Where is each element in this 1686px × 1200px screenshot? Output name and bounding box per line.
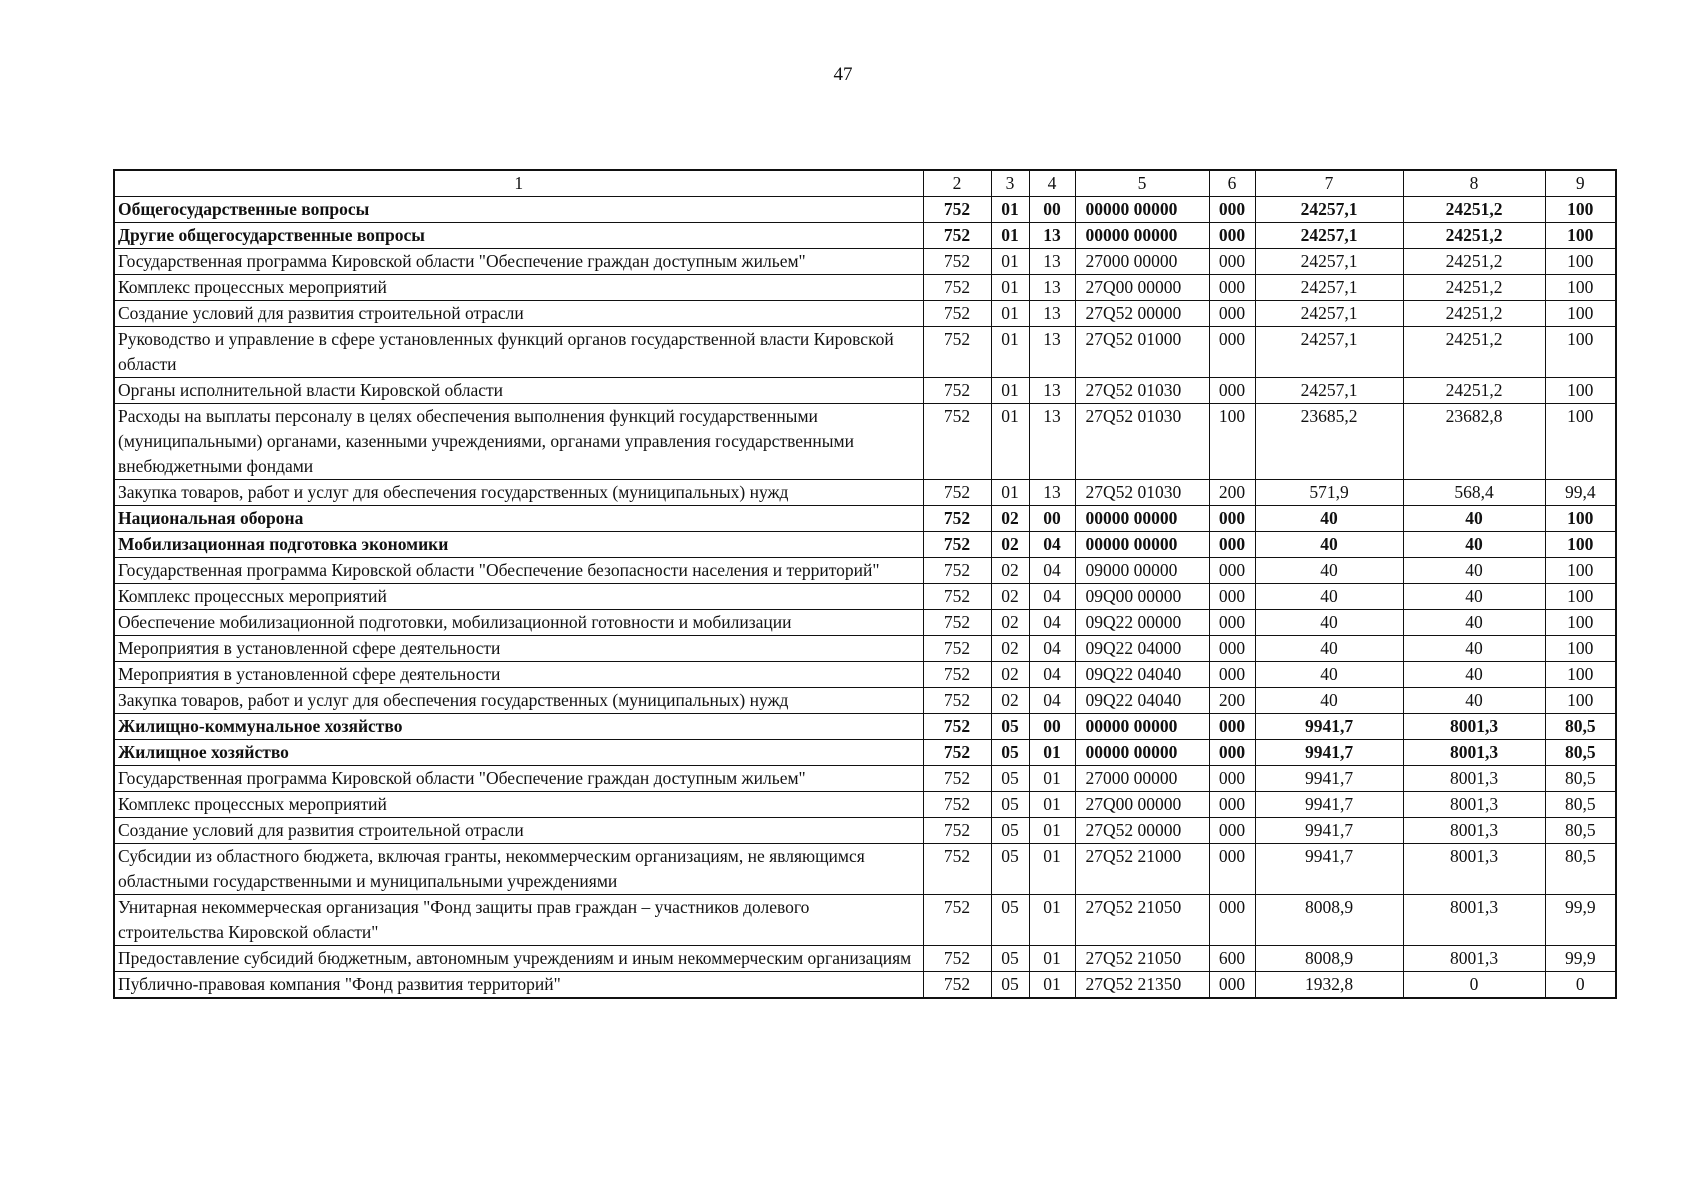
- row-expense-type-code: 000: [1209, 532, 1255, 558]
- row-planned-amount: 9941,7: [1255, 844, 1403, 895]
- row-name: Расходы на выплаты персоналу в целях обеспечения выполнения функций государственными (муниципальными) органами, казенными учреждениями, органами управления государственными внебюджетными фондами: [114, 404, 923, 480]
- row-expense-type-code: 000: [1209, 558, 1255, 584]
- row-chapter-code: 752: [923, 714, 991, 740]
- row-execution-percent: 80,5: [1545, 792, 1616, 818]
- row-subsection-code: 13: [1029, 249, 1075, 275]
- row-executed-amount: 40: [1403, 506, 1545, 532]
- row-planned-amount: 40: [1255, 584, 1403, 610]
- row-subsection-code: 04: [1029, 688, 1075, 714]
- row-executed-amount: 40: [1403, 558, 1545, 584]
- row-execution-percent: 100: [1545, 688, 1616, 714]
- row-executed-amount: 24251,2: [1403, 223, 1545, 249]
- table-row: [114, 249, 1616, 275]
- row-name: Органы исполнительной власти Кировской области: [114, 378, 923, 404]
- row-section-code: 05: [991, 766, 1029, 792]
- row-subsection-code: 04: [1029, 662, 1075, 688]
- row-execution-percent: 80,5: [1545, 766, 1616, 792]
- row-expense-type-code: 000: [1209, 766, 1255, 792]
- row-subsection-code: 04: [1029, 636, 1075, 662]
- row-executed-amount: 0: [1403, 972, 1545, 999]
- row-name: Создание условий для развития строительной отрасли: [114, 301, 923, 327]
- row-executed-amount: 40: [1403, 688, 1545, 714]
- row-chapter-code: 752: [923, 532, 991, 558]
- row-execution-percent: 100: [1545, 558, 1616, 584]
- row-target-article-code: 27Q52 00000: [1075, 301, 1209, 327]
- row-target-article-code: 27Q52 21000: [1075, 844, 1209, 895]
- row-section-code: 01: [991, 223, 1029, 249]
- row-planned-amount: 24257,1: [1255, 378, 1403, 404]
- row-execution-percent: 100: [1545, 327, 1616, 378]
- row-executed-amount: 8001,3: [1403, 946, 1545, 972]
- row-chapter-code: 752: [923, 895, 991, 946]
- row-chapter-code: 752: [923, 506, 991, 532]
- row-target-article-code: 00000 00000: [1075, 740, 1209, 766]
- row-chapter-code: 752: [923, 740, 991, 766]
- row-subsection-code: 13: [1029, 301, 1075, 327]
- row-section-code: 05: [991, 740, 1029, 766]
- row-section-code: 02: [991, 610, 1029, 636]
- row-chapter-code: 752: [923, 584, 991, 610]
- row-expense-type-code: 000: [1209, 584, 1255, 610]
- row-chapter-code: 752: [923, 197, 991, 223]
- row-expense-type-code: 200: [1209, 688, 1255, 714]
- row-section-code: 01: [991, 197, 1029, 223]
- row-expense-type-code: 000: [1209, 636, 1255, 662]
- row-executed-amount: 8001,3: [1403, 766, 1545, 792]
- row-chapter-code: 752: [923, 844, 991, 895]
- row-planned-amount: 40: [1255, 558, 1403, 584]
- row-subsection-code: 01: [1029, 946, 1075, 972]
- row-execution-percent: 100: [1545, 197, 1616, 223]
- row-target-article-code: 00000 00000: [1075, 532, 1209, 558]
- row-execution-percent: 99,4: [1545, 480, 1616, 506]
- row-expense-type-code: 000: [1209, 714, 1255, 740]
- row-target-article-code: 00000 00000: [1075, 714, 1209, 740]
- row-section-code: 05: [991, 792, 1029, 818]
- row-chapter-code: 752: [923, 378, 991, 404]
- row-subsection-code: 01: [1029, 792, 1075, 818]
- table-row: [114, 480, 1616, 506]
- row-planned-amount: 40: [1255, 532, 1403, 558]
- row-executed-amount: 24251,2: [1403, 197, 1545, 223]
- row-chapter-code: 752: [923, 558, 991, 584]
- row-name: Общегосударственные вопросы: [114, 197, 923, 223]
- row-name: Закупка товаров, работ и услуг для обеспечения государственных (муниципальных) нужд: [114, 480, 923, 506]
- row-section-code: 01: [991, 480, 1029, 506]
- row-planned-amount: 40: [1255, 636, 1403, 662]
- row-name: Национальная оборона: [114, 506, 923, 532]
- table-row: [114, 636, 1616, 662]
- row-subsection-code: 13: [1029, 327, 1075, 378]
- row-chapter-code: 752: [923, 275, 991, 301]
- row-expense-type-code: 000: [1209, 249, 1255, 275]
- row-target-article-code: 27000 00000: [1075, 249, 1209, 275]
- row-execution-percent: 100: [1545, 249, 1616, 275]
- row-execution-percent: 100: [1545, 275, 1616, 301]
- row-planned-amount: 24257,1: [1255, 301, 1403, 327]
- row-planned-amount: 1932,8: [1255, 972, 1403, 999]
- table-row: [114, 740, 1616, 766]
- row-section-code: 01: [991, 249, 1029, 275]
- row-section-code: 05: [991, 895, 1029, 946]
- header-cell: 8: [1403, 170, 1545, 197]
- row-target-article-code: 09Q00 00000: [1075, 584, 1209, 610]
- row-section-code: 01: [991, 404, 1029, 480]
- row-expense-type-code: 000: [1209, 972, 1255, 999]
- row-target-article-code: 27Q52 01030: [1075, 378, 1209, 404]
- row-target-article-code: 27Q52 01030: [1075, 480, 1209, 506]
- row-chapter-code: 752: [923, 327, 991, 378]
- row-name: Унитарная некоммерческая организация "Фонд защиты прав граждан – участников долевого строительства Кировской области": [114, 895, 923, 946]
- table-row: [114, 223, 1616, 249]
- table-row: [114, 301, 1616, 327]
- table-row: [114, 688, 1616, 714]
- row-executed-amount: 8001,3: [1403, 714, 1545, 740]
- table-row: [114, 662, 1616, 688]
- row-executed-amount: 23682,8: [1403, 404, 1545, 480]
- row-expense-type-code: 000: [1209, 197, 1255, 223]
- row-name: Публично-правовая компания "Фонд развития территорий": [114, 972, 923, 999]
- table-row: [114, 327, 1616, 378]
- row-chapter-code: 752: [923, 610, 991, 636]
- table-row: [114, 506, 1616, 532]
- row-section-code: 01: [991, 378, 1029, 404]
- table-row: [114, 714, 1616, 740]
- row-chapter-code: 752: [923, 688, 991, 714]
- row-name: Мероприятия в установленной сфере деятельности: [114, 662, 923, 688]
- row-chapter-code: 752: [923, 818, 991, 844]
- row-execution-percent: 100: [1545, 610, 1616, 636]
- row-section-code: 01: [991, 301, 1029, 327]
- row-chapter-code: 752: [923, 662, 991, 688]
- row-execution-percent: 80,5: [1545, 714, 1616, 740]
- table-row: [114, 378, 1616, 404]
- row-name: Государственная программа Кировской области "Обеспечение граждан доступным жильем": [114, 249, 923, 275]
- row-planned-amount: 9941,7: [1255, 714, 1403, 740]
- row-chapter-code: 752: [923, 223, 991, 249]
- row-executed-amount: 24251,2: [1403, 249, 1545, 275]
- row-planned-amount: 9941,7: [1255, 766, 1403, 792]
- row-section-code: 05: [991, 844, 1029, 895]
- row-expense-type-code: 000: [1209, 818, 1255, 844]
- row-subsection-code: 01: [1029, 818, 1075, 844]
- row-executed-amount: 8001,3: [1403, 844, 1545, 895]
- row-execution-percent: 100: [1545, 584, 1616, 610]
- row-planned-amount: 8008,9: [1255, 946, 1403, 972]
- row-planned-amount: 40: [1255, 506, 1403, 532]
- row-subsection-code: 13: [1029, 480, 1075, 506]
- row-expense-type-code: 200: [1209, 480, 1255, 506]
- table-row: [114, 404, 1616, 480]
- row-expense-type-code: 000: [1209, 378, 1255, 404]
- row-execution-percent: 100: [1545, 506, 1616, 532]
- row-name: Государственная программа Кировской области "Обеспечение граждан доступным жильем": [114, 766, 923, 792]
- row-subsection-code: 00: [1029, 197, 1075, 223]
- table-row: [114, 844, 1616, 895]
- table-row: [114, 584, 1616, 610]
- table-header-row: [114, 170, 1616, 197]
- row-section-code: 02: [991, 506, 1029, 532]
- row-chapter-code: 752: [923, 792, 991, 818]
- row-target-article-code: 27Q52 01000: [1075, 327, 1209, 378]
- row-target-article-code: 09Q22 04040: [1075, 688, 1209, 714]
- row-executed-amount: 40: [1403, 636, 1545, 662]
- row-execution-percent: 100: [1545, 636, 1616, 662]
- table-row: [114, 275, 1616, 301]
- table-row: [114, 972, 1616, 999]
- row-planned-amount: 24257,1: [1255, 275, 1403, 301]
- header-cell: 9: [1545, 170, 1616, 197]
- row-name: Государственная программа Кировской области "Обеспечение безопасности населения и территорий": [114, 558, 923, 584]
- row-execution-percent: 100: [1545, 223, 1616, 249]
- row-name: Другие общегосударственные вопросы: [114, 223, 923, 249]
- row-section-code: 05: [991, 714, 1029, 740]
- row-subsection-code: 04: [1029, 610, 1075, 636]
- row-planned-amount: 24257,1: [1255, 327, 1403, 378]
- table-row: [114, 818, 1616, 844]
- row-executed-amount: 24251,2: [1403, 275, 1545, 301]
- budget-table-container: [113, 169, 1615, 999]
- row-name: Закупка товаров, работ и услуг для обеспечения государственных (муниципальных) нужд: [114, 688, 923, 714]
- row-execution-percent: 100: [1545, 378, 1616, 404]
- row-section-code: 05: [991, 818, 1029, 844]
- row-chapter-code: 752: [923, 404, 991, 480]
- row-execution-percent: 100: [1545, 301, 1616, 327]
- row-expense-type-code: 000: [1209, 506, 1255, 532]
- row-executed-amount: 8001,3: [1403, 792, 1545, 818]
- row-executed-amount: 40: [1403, 610, 1545, 636]
- row-target-article-code: 27Q52 21050: [1075, 946, 1209, 972]
- row-target-article-code: 27Q00 00000: [1075, 275, 1209, 301]
- row-chapter-code: 752: [923, 766, 991, 792]
- header-cell: 3: [991, 170, 1029, 197]
- table-row: [114, 946, 1616, 972]
- row-subsection-code: 01: [1029, 895, 1075, 946]
- row-chapter-code: 752: [923, 480, 991, 506]
- row-target-article-code: 09Q22 00000: [1075, 610, 1209, 636]
- row-execution-percent: 0: [1545, 972, 1616, 999]
- row-chapter-code: 752: [923, 972, 991, 999]
- row-planned-amount: 40: [1255, 662, 1403, 688]
- row-expense-type-code: 000: [1209, 327, 1255, 378]
- row-executed-amount: 8001,3: [1403, 818, 1545, 844]
- row-section-code: 05: [991, 946, 1029, 972]
- row-execution-percent: 80,5: [1545, 844, 1616, 895]
- row-expense-type-code: 600: [1209, 946, 1255, 972]
- row-execution-percent: 100: [1545, 662, 1616, 688]
- row-target-article-code: 27Q52 21350: [1075, 972, 1209, 999]
- row-expense-type-code: 000: [1209, 301, 1255, 327]
- row-planned-amount: 9941,7: [1255, 792, 1403, 818]
- row-executed-amount: 40: [1403, 584, 1545, 610]
- row-planned-amount: 9941,7: [1255, 818, 1403, 844]
- row-executed-amount: 24251,2: [1403, 301, 1545, 327]
- row-expense-type-code: 000: [1209, 662, 1255, 688]
- row-planned-amount: 24257,1: [1255, 249, 1403, 275]
- row-subsection-code: 13: [1029, 275, 1075, 301]
- row-target-article-code: 00000 00000: [1075, 197, 1209, 223]
- row-planned-amount: 40: [1255, 688, 1403, 714]
- row-chapter-code: 752: [923, 249, 991, 275]
- row-expense-type-code: 000: [1209, 223, 1255, 249]
- row-execution-percent: 100: [1545, 404, 1616, 480]
- row-target-article-code: 27Q52 21050: [1075, 895, 1209, 946]
- row-section-code: 01: [991, 275, 1029, 301]
- row-subsection-code: 00: [1029, 506, 1075, 532]
- row-chapter-code: 752: [923, 946, 991, 972]
- row-execution-percent: 80,5: [1545, 740, 1616, 766]
- row-name: Создание условий для развития строительной отрасли: [114, 818, 923, 844]
- row-expense-type-code: 000: [1209, 275, 1255, 301]
- row-target-article-code: 00000 00000: [1075, 223, 1209, 249]
- row-planned-amount: 8008,9: [1255, 895, 1403, 946]
- row-executed-amount: 24251,2: [1403, 378, 1545, 404]
- row-executed-amount: 24251,2: [1403, 327, 1545, 378]
- table-row: [114, 197, 1616, 223]
- row-subsection-code: 13: [1029, 223, 1075, 249]
- row-subsection-code: 01: [1029, 972, 1075, 999]
- row-name: Обеспечение мобилизационной подготовки, мобилизационной готовности и мобилизации: [114, 610, 923, 636]
- row-target-article-code: 27Q00 00000: [1075, 792, 1209, 818]
- row-section-code: 01: [991, 327, 1029, 378]
- row-target-article-code: 09Q22 04040: [1075, 662, 1209, 688]
- row-executed-amount: 40: [1403, 532, 1545, 558]
- row-subsection-code: 04: [1029, 532, 1075, 558]
- row-executed-amount: 8001,3: [1403, 895, 1545, 946]
- row-subsection-code: 01: [1029, 740, 1075, 766]
- row-expense-type-code: 100: [1209, 404, 1255, 480]
- row-section-code: 02: [991, 662, 1029, 688]
- row-section-code: 02: [991, 532, 1029, 558]
- row-name: Мероприятия в установленной сфере деятельности: [114, 636, 923, 662]
- header-cell: 1: [114, 170, 923, 197]
- row-target-article-code: 27000 00000: [1075, 766, 1209, 792]
- table-row: [114, 792, 1616, 818]
- row-executed-amount: 8001,3: [1403, 740, 1545, 766]
- row-subsection-code: 01: [1029, 766, 1075, 792]
- row-expense-type-code: 000: [1209, 844, 1255, 895]
- row-execution-percent: 99,9: [1545, 895, 1616, 946]
- row-section-code: 02: [991, 636, 1029, 662]
- row-planned-amount: 23685,2: [1255, 404, 1403, 480]
- row-name: Комплекс процессных мероприятий: [114, 792, 923, 818]
- page-number: 47: [833, 64, 853, 85]
- header-cell: 2: [923, 170, 991, 197]
- row-name: Предоставление субсидий бюджетным, автономным учреждениям и иным некоммерческим организациям: [114, 946, 923, 972]
- row-name: Комплекс процессных мероприятий: [114, 275, 923, 301]
- row-section-code: 02: [991, 558, 1029, 584]
- header-cell: 4: [1029, 170, 1075, 197]
- row-execution-percent: 99,9: [1545, 946, 1616, 972]
- row-expense-type-code: 000: [1209, 792, 1255, 818]
- row-target-article-code: 00000 00000: [1075, 506, 1209, 532]
- row-planned-amount: 24257,1: [1255, 197, 1403, 223]
- row-chapter-code: 752: [923, 301, 991, 327]
- row-section-code: 05: [991, 972, 1029, 999]
- row-name: Субсидии из областного бюджета, включая гранты, некоммерческим организациям, не являющимся областными государственными и муниципальными учреждениями: [114, 844, 923, 895]
- row-section-code: 02: [991, 688, 1029, 714]
- row-name: Жилищное хозяйство: [114, 740, 923, 766]
- row-expense-type-code: 000: [1209, 895, 1255, 946]
- row-subsection-code: 04: [1029, 584, 1075, 610]
- table-row: [114, 766, 1616, 792]
- row-target-article-code: 09000 00000: [1075, 558, 1209, 584]
- row-expense-type-code: 000: [1209, 740, 1255, 766]
- row-target-article-code: 27Q52 00000: [1075, 818, 1209, 844]
- row-name: Жилищно-коммунальное хозяйство: [114, 714, 923, 740]
- header-cell: 5: [1075, 170, 1209, 197]
- row-executed-amount: 568,4: [1403, 480, 1545, 506]
- table-row: [114, 558, 1616, 584]
- row-execution-percent: 80,5: [1545, 818, 1616, 844]
- table-body: [114, 197, 1616, 999]
- row-planned-amount: 40: [1255, 610, 1403, 636]
- row-name: Руководство и управление в сфере установленных функций органов государственной власти Кировской области: [114, 327, 923, 378]
- row-name: Мобилизационная подготовка экономики: [114, 532, 923, 558]
- row-planned-amount: 9941,7: [1255, 740, 1403, 766]
- row-subsection-code: 00: [1029, 714, 1075, 740]
- row-planned-amount: 571,9: [1255, 480, 1403, 506]
- table-row: [114, 532, 1616, 558]
- row-subsection-code: 13: [1029, 404, 1075, 480]
- header-cell: 6: [1209, 170, 1255, 197]
- row-target-article-code: 09Q22 04000: [1075, 636, 1209, 662]
- row-name: Комплекс процессных мероприятий: [114, 584, 923, 610]
- row-target-article-code: 27Q52 01030: [1075, 404, 1209, 480]
- row-execution-percent: 100: [1545, 532, 1616, 558]
- row-expense-type-code: 000: [1209, 610, 1255, 636]
- row-section-code: 02: [991, 584, 1029, 610]
- row-subsection-code: 04: [1029, 558, 1075, 584]
- row-subsection-code: 13: [1029, 378, 1075, 404]
- table-row: [114, 610, 1616, 636]
- row-chapter-code: 752: [923, 636, 991, 662]
- row-planned-amount: 24257,1: [1255, 223, 1403, 249]
- table-row: [114, 895, 1616, 946]
- header-cell: 7: [1255, 170, 1403, 197]
- budget-table: [113, 169, 1617, 999]
- row-executed-amount: 40: [1403, 662, 1545, 688]
- row-subsection-code: 01: [1029, 844, 1075, 895]
